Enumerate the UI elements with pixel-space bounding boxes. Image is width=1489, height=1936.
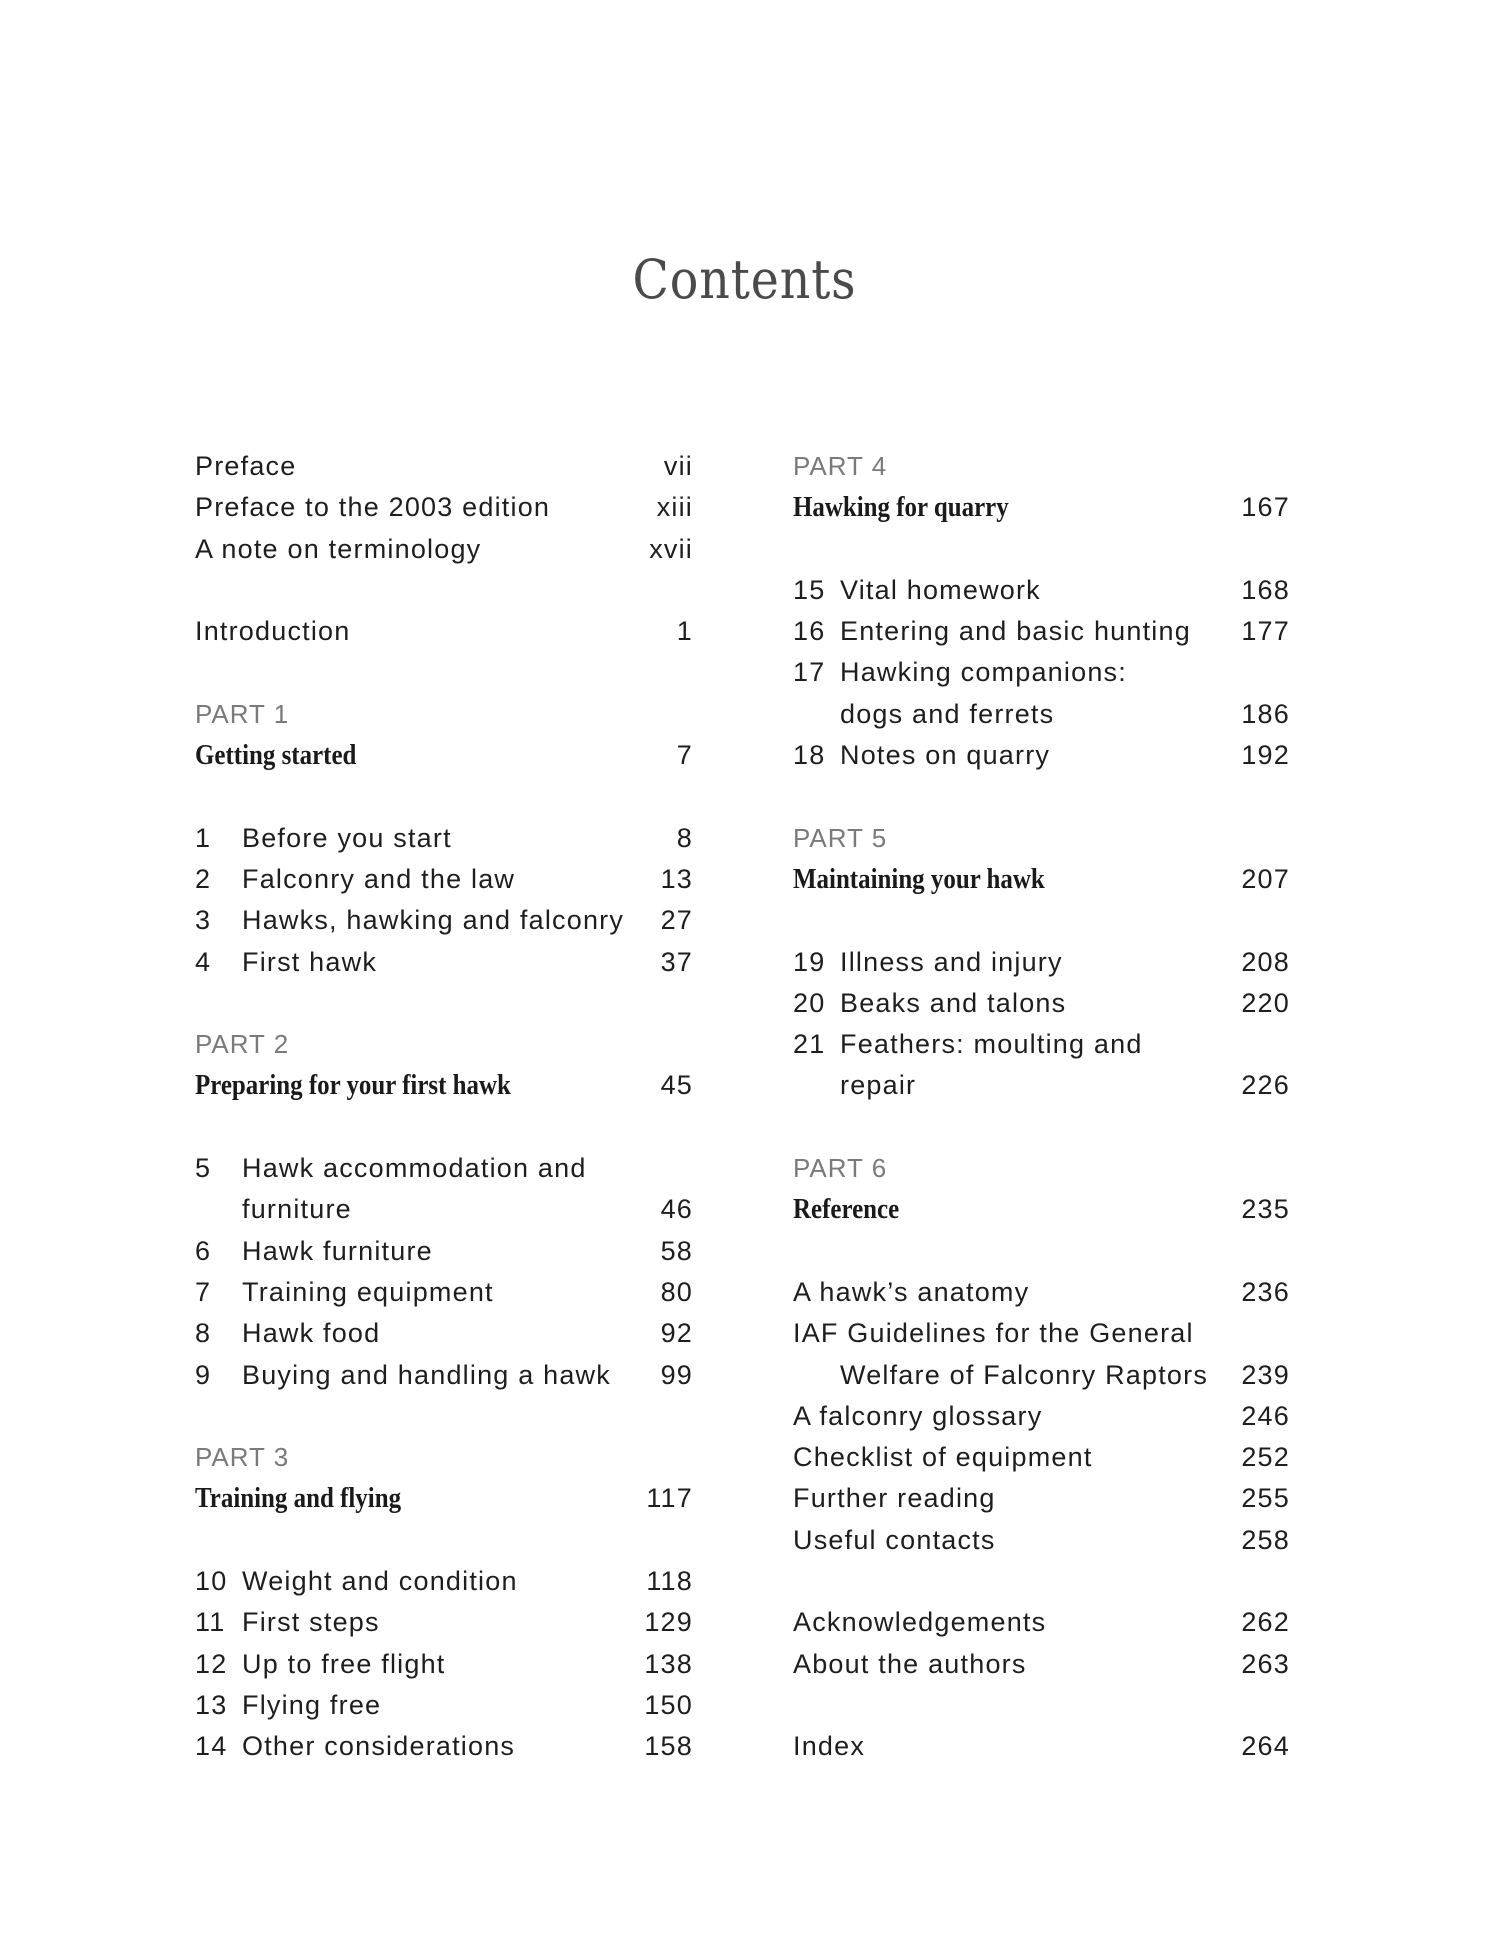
toc-chapter-entry[interactable]: [195, 1726, 693, 1767]
toc-entry-continuation[interactable]: [793, 1065, 1290, 1106]
entry-title: Other considerations: [242, 1731, 516, 1762]
toc-chapter-entry[interactable]: [195, 1148, 693, 1189]
chapter-number: 9: [195, 1359, 212, 1390]
toc-entry-continuation[interactable]: [793, 1355, 1290, 1396]
entry-title: Further reading: [793, 1483, 996, 1514]
toc-part-label: [195, 694, 693, 735]
toc-part-title[interactable]: [793, 859, 1290, 900]
entry-title: dogs and ferrets: [840, 698, 1055, 729]
toc-chapter-entry[interactable]: [195, 1644, 693, 1685]
toc-entry[interactable]: [793, 1520, 1290, 1561]
entry-title: Buying and handling a hawk: [242, 1359, 611, 1390]
toc-part-title[interactable]: [793, 1189, 1290, 1230]
entry-title: repair: [840, 1070, 917, 1101]
toc-entry[interactable]: [793, 1437, 1290, 1478]
chapter-number: 7: [195, 1276, 212, 1307]
page-number: 167: [1241, 492, 1290, 523]
toc-spacer: [195, 652, 693, 693]
entry-title: Weight and condition: [242, 1566, 518, 1597]
toc-entry[interactable]: [195, 446, 693, 487]
entry-title: Hawk accommodation and: [242, 1153, 587, 1184]
toc-entry[interactable]: [793, 1726, 1290, 1767]
toc-chapter-entry[interactable]: [793, 735, 1290, 776]
page-number: 92: [660, 1318, 693, 1349]
toc-chapter-entry[interactable]: [195, 1313, 693, 1354]
entry-title: Introduction: [195, 616, 351, 647]
toc-chapter-entry[interactable]: [195, 1272, 693, 1313]
toc-entry[interactable]: [793, 1478, 1290, 1519]
page-number: 1: [676, 616, 693, 647]
entry-title: Hawk furniture: [242, 1235, 433, 1266]
entry-title: Reference: [793, 1193, 900, 1226]
toc-left-column: [195, 446, 693, 1768]
toc-entry[interactable]: [195, 529, 693, 570]
chapter-number: 17: [793, 657, 826, 688]
entry-title: Getting started: [195, 739, 357, 772]
page-number: 263: [1241, 1648, 1290, 1679]
toc-entry[interactable]: [793, 1313, 1290, 1354]
entry-title: A falconry glossary: [793, 1400, 1043, 1431]
page-number: 186: [1241, 698, 1290, 729]
page-number: 177: [1241, 616, 1290, 647]
entry-title: Falconry and the law: [242, 863, 516, 894]
page-number: 258: [1241, 1524, 1290, 1555]
entry-title: Preface to the 2003 edition: [195, 492, 551, 523]
toc-spacer: [793, 1561, 1290, 1602]
toc-part-label: [793, 1148, 1290, 1189]
page-number: 118: [646, 1566, 693, 1597]
entry-title: Welfare of Falconry Raptors: [840, 1359, 1209, 1390]
chapter-number: 13: [195, 1689, 228, 1720]
toc-chapter-entry[interactable]: [195, 1355, 693, 1396]
chapter-number: 3: [195, 905, 212, 936]
toc-chapter-entry[interactable]: [195, 859, 693, 900]
entry-title: Feathers: moulting and: [840, 1029, 1143, 1060]
entry-title: Index: [793, 1731, 866, 1762]
page-number: 246: [1241, 1400, 1290, 1431]
toc-part-title[interactable]: [195, 1478, 693, 1519]
toc-part-label: [195, 1024, 693, 1065]
chapter-number: 19: [793, 946, 826, 977]
toc-entry[interactable]: [793, 1272, 1290, 1313]
page-number: 7: [676, 740, 693, 771]
entry-title: Useful contacts: [793, 1524, 996, 1555]
entry-title: furniture: [242, 1194, 352, 1225]
toc-chapter-entry[interactable]: [195, 1685, 693, 1726]
toc-spacer: [793, 900, 1290, 941]
page-number: 208: [1241, 946, 1290, 977]
page-number: 192: [1241, 740, 1290, 771]
entry-title: Training equipment: [242, 1276, 494, 1307]
entry-title: First hawk: [242, 946, 378, 977]
page-number: 45: [660, 1070, 693, 1101]
entry-title: PART 2: [195, 1029, 290, 1060]
chapter-number: 18: [793, 740, 826, 771]
entry-title: PART 4: [793, 451, 888, 481]
chapter-number: 11: [195, 1607, 226, 1638]
toc-spacer: [793, 529, 1290, 570]
toc-part-label: [793, 818, 1290, 859]
toc-chapter-entry[interactable]: [195, 1561, 693, 1602]
toc-chapter-entry[interactable]: [793, 942, 1290, 983]
chapter-number: 20: [793, 987, 826, 1018]
toc-part-title[interactable]: [195, 1065, 693, 1106]
page-number: 236: [1241, 1276, 1290, 1307]
entry-title: IAF Guidelines for the General: [793, 1318, 1194, 1349]
toc-chapter-entry[interactable]: [195, 818, 693, 859]
toc-entry[interactable]: [195, 487, 693, 528]
toc-entry-continuation[interactable]: [793, 694, 1290, 735]
page-number: 220: [1241, 987, 1290, 1018]
page-number: xiii: [656, 492, 693, 523]
toc-entry-continuation[interactable]: [195, 1189, 693, 1230]
toc-right-column: [793, 446, 1290, 1768]
toc-chapter-entry[interactable]: [793, 1024, 1290, 1065]
page-number: 262: [1241, 1607, 1290, 1638]
entry-title: Hawking for quarry: [793, 491, 1009, 524]
page-number: 129: [644, 1607, 693, 1638]
chapter-number: 2: [195, 863, 212, 894]
page-number: 117: [646, 1483, 693, 1514]
toc-spacer: [195, 1520, 693, 1561]
entry-title: Hawk food: [242, 1318, 381, 1349]
chapter-number: 21: [793, 1029, 826, 1060]
entry-title: PART 3: [195, 1442, 290, 1473]
page-number: 46: [660, 1194, 693, 1225]
page-number: 13: [660, 863, 693, 894]
page-number: 150: [644, 1689, 693, 1720]
page-number: 255: [1241, 1483, 1290, 1514]
chapter-number: 14: [195, 1731, 228, 1762]
chapter-number: 4: [195, 946, 212, 977]
chapter-number: 6: [195, 1235, 212, 1266]
entry-title: Entering and basic hunting: [840, 616, 1191, 647]
entry-title: Preparing for your first hawk: [195, 1069, 511, 1102]
entry-title: Acknowledgements: [793, 1607, 1047, 1638]
entry-title: Vital homework: [840, 574, 1041, 605]
page-number: 8: [676, 822, 693, 853]
toc-chapter-entry[interactable]: [793, 983, 1290, 1024]
entry-title: Training and flying: [195, 1482, 402, 1515]
page-number: 252: [1241, 1442, 1290, 1473]
entry-title: Hawks, hawking and falconry: [242, 905, 625, 936]
entry-title: Maintaining your hawk: [793, 862, 1045, 895]
toc-chapter-entry[interactable]: [195, 942, 693, 983]
entry-title: Preface: [195, 451, 297, 481]
page-number: vii: [663, 451, 693, 481]
toc-entry[interactable]: [793, 1644, 1290, 1685]
entry-title: Flying free: [242, 1689, 382, 1720]
toc-chapter-entry[interactable]: [793, 611, 1290, 652]
entry-title: Illness and injury: [840, 946, 1063, 977]
page-title: Contents: [632, 248, 857, 312]
toc-spacer: [195, 570, 693, 611]
entry-title: About the authors: [793, 1648, 1027, 1679]
page-number: 226: [1241, 1070, 1290, 1101]
entry-title: Hawking companions:: [840, 657, 1127, 688]
page-number: 99: [660, 1359, 693, 1390]
toc-spacer: [793, 1685, 1290, 1726]
page-number: 158: [644, 1731, 693, 1762]
toc-entry[interactable]: [195, 611, 693, 652]
chapter-number: 10: [195, 1566, 228, 1597]
toc-chapter-entry[interactable]: [793, 652, 1290, 693]
toc-spacer: [195, 983, 693, 1024]
page-number: 37: [660, 946, 693, 977]
entry-title: Up to free flight: [242, 1648, 446, 1679]
entry-title: PART 6: [793, 1153, 888, 1184]
chapter-number: 16: [793, 616, 826, 647]
entry-title: Checklist of equipment: [793, 1442, 1093, 1473]
toc-spacer: [195, 776, 693, 817]
toc-chapter-entry[interactable]: [793, 570, 1290, 611]
page-number: 27: [660, 905, 693, 936]
toc-chapter-entry[interactable]: [195, 1231, 693, 1272]
entry-title: PART 1: [195, 698, 290, 729]
chapter-number: 1: [195, 822, 212, 853]
toc-chapter-entry[interactable]: [195, 1602, 693, 1643]
entry-title: A hawk’s anatomy: [793, 1276, 1030, 1307]
toc-spacer: [195, 1107, 693, 1148]
chapter-number: 15: [793, 574, 826, 605]
page-number: 235: [1241, 1194, 1290, 1225]
chapter-number: 5: [195, 1153, 212, 1184]
page-number: 264: [1241, 1731, 1290, 1762]
page-number: 138: [644, 1648, 693, 1679]
page-number: xvii: [649, 533, 693, 564]
toc-entry[interactable]: [793, 1602, 1290, 1643]
page-number: 58: [660, 1235, 693, 1266]
page-number: 168: [1241, 574, 1290, 605]
toc-part-title[interactable]: [793, 487, 1290, 528]
toc-entry[interactable]: [793, 1396, 1290, 1437]
page-number: 239: [1241, 1359, 1290, 1390]
toc-spacer: [195, 1396, 693, 1437]
entry-title: Before you start: [242, 822, 452, 853]
toc-spacer: [793, 776, 1290, 817]
entry-title: First steps: [242, 1607, 380, 1638]
page-number: 80: [660, 1276, 693, 1307]
entry-title: PART 5: [793, 822, 888, 853]
toc-chapter-entry[interactable]: [195, 900, 693, 941]
entry-title: Notes on quarry: [840, 740, 1051, 771]
toc-part-label: [793, 446, 1290, 487]
chapter-number: 8: [195, 1318, 212, 1349]
toc-part-title[interactable]: [195, 735, 693, 776]
entry-title: Beaks and talons: [840, 987, 1067, 1018]
toc-spacer: [793, 1107, 1290, 1148]
chapter-number: 12: [195, 1648, 228, 1679]
toc-spacer: [793, 1231, 1290, 1272]
page-number: 207: [1241, 863, 1290, 894]
entry-title: A note on terminology: [195, 533, 482, 564]
toc-part-label: [195, 1437, 693, 1478]
